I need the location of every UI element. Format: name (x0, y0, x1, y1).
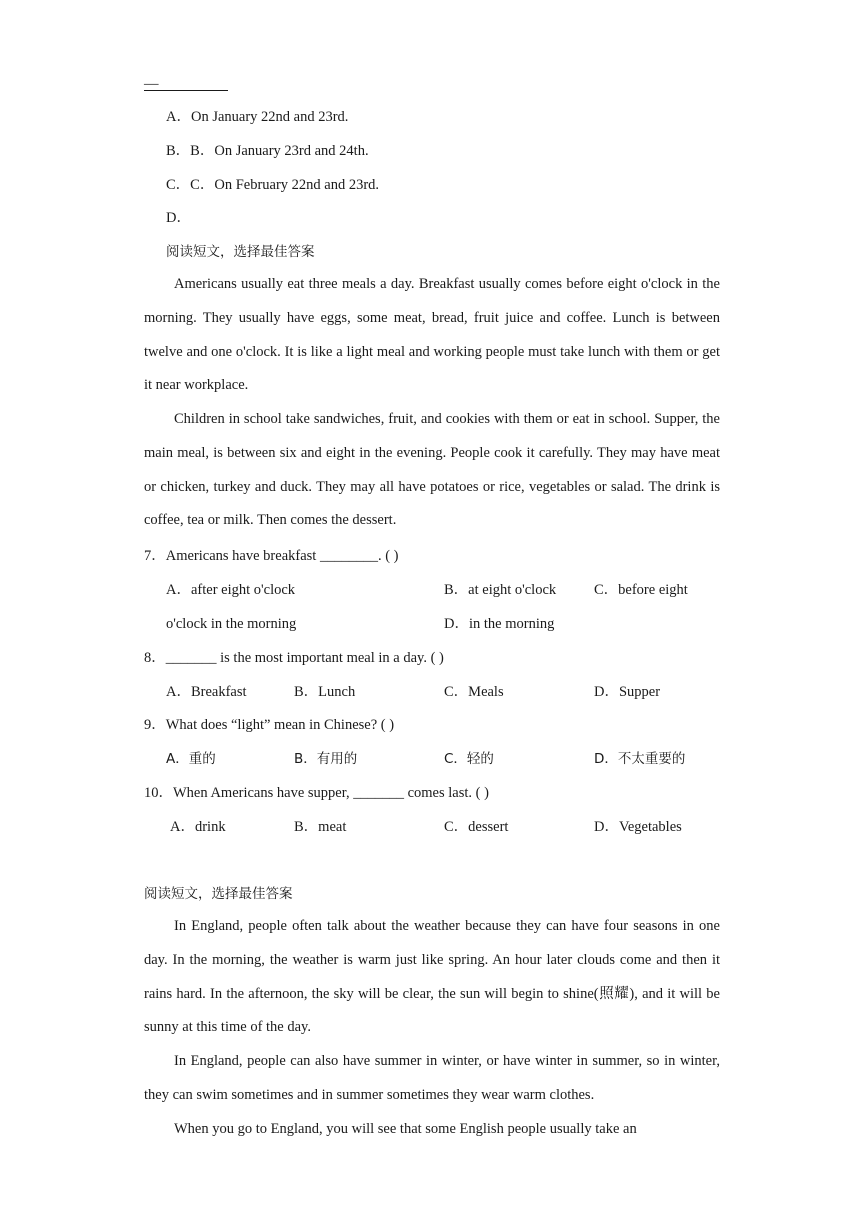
q10-option-b: B．meat (294, 819, 347, 835)
q7-option-b: B．at eight o'clock (444, 582, 557, 598)
q9-option-c: C．轻的 (444, 751, 494, 767)
q8-stem: 8．_______ is the most important meal in a day. ( ) (144, 650, 444, 666)
section2-paragraph-2: In England, people can also have summer in winter, or have winter in summer, so in winter, they can swim sometimes and in summer sometimes they wear warm clothes. (144, 1053, 720, 1103)
section1-heading: 阅读短文，选择最佳答案 (166, 244, 315, 260)
q6-option-b: B．B．On January 23rd and 24th. (166, 143, 369, 159)
q6-option-c: C．C．On February 22nd and 23rd. (166, 177, 380, 193)
section1-paragraph-2: Children in school take sandwiches, fruit, and cookies with them or eat in school. Supper, the main meal, is between six and eight in the evening. People cook it carefully. They may have meat or chicken, turkey and duck. They may all have potatoes or rice, vegetables or salad. The drink is coffee, tea or milk. Then comes the dessert. (144, 411, 720, 529)
q10-option-c: C．dessert (444, 819, 509, 835)
q10-option-d: D．Vegetables (594, 819, 682, 835)
section2-paragraph-3: When you go to England, you will see that some English people usually take an (174, 1121, 637, 1137)
q7-option-a: A．after eight o'clock (166, 582, 296, 598)
q8-option-d: D．Supper (594, 684, 661, 700)
section2-heading: 阅读短文，选择最佳答案 (144, 886, 293, 902)
q6-option-d: D． (166, 210, 191, 226)
q9-option-a: A．重的 (166, 751, 216, 767)
q6-option-a: A．On January 22nd and 23rd. (166, 109, 349, 125)
q9-stem: 9．What does “light” mean in Chinese? ( ) (144, 717, 395, 733)
q8-option-c: C．Meals (444, 684, 504, 700)
q7-option-c-continued: o'clock in the morning (166, 616, 297, 632)
q7-option-c: C．before eight (594, 582, 688, 598)
q8-option-a: A．Breakfast (166, 684, 247, 700)
q9-option-b: B．有用的 (294, 751, 358, 767)
q8-option-b: B．Lunch (294, 684, 356, 700)
q7-stem: 7．Americans have breakfast ________. ( ) (144, 548, 399, 564)
q10-stem: 10．When Americans have supper, _______ comes last. ( ) (144, 785, 489, 801)
q10-option-a: A．drink (170, 819, 226, 835)
answer-blank (144, 80, 228, 91)
section1-paragraph-1: Americans usually eat three meals a day. Breakfast usually comes before eight o'clock in the morning. They usually have eggs, some meat, bread, fruit juice and coffee. Lunch is between twelve and one o'clock. It is like a light meal and working people must take lunch with them or get it near workplace. (144, 276, 720, 394)
answer-dash: — (144, 76, 159, 92)
section2-paragraph-1: In England, people often talk about the weather because they can have four seasons in one day. In the morning, the weather is warm just like spring. An hour later clouds come and then it rains hard. In the afternoon, the sky will be clear, the sun will begin to shine(照耀), and it will be sunny at this time of the day. (144, 918, 720, 1036)
q7-option-d: D．in the morning (444, 616, 555, 632)
q9-option-d: D．不太重要的 (594, 751, 686, 767)
